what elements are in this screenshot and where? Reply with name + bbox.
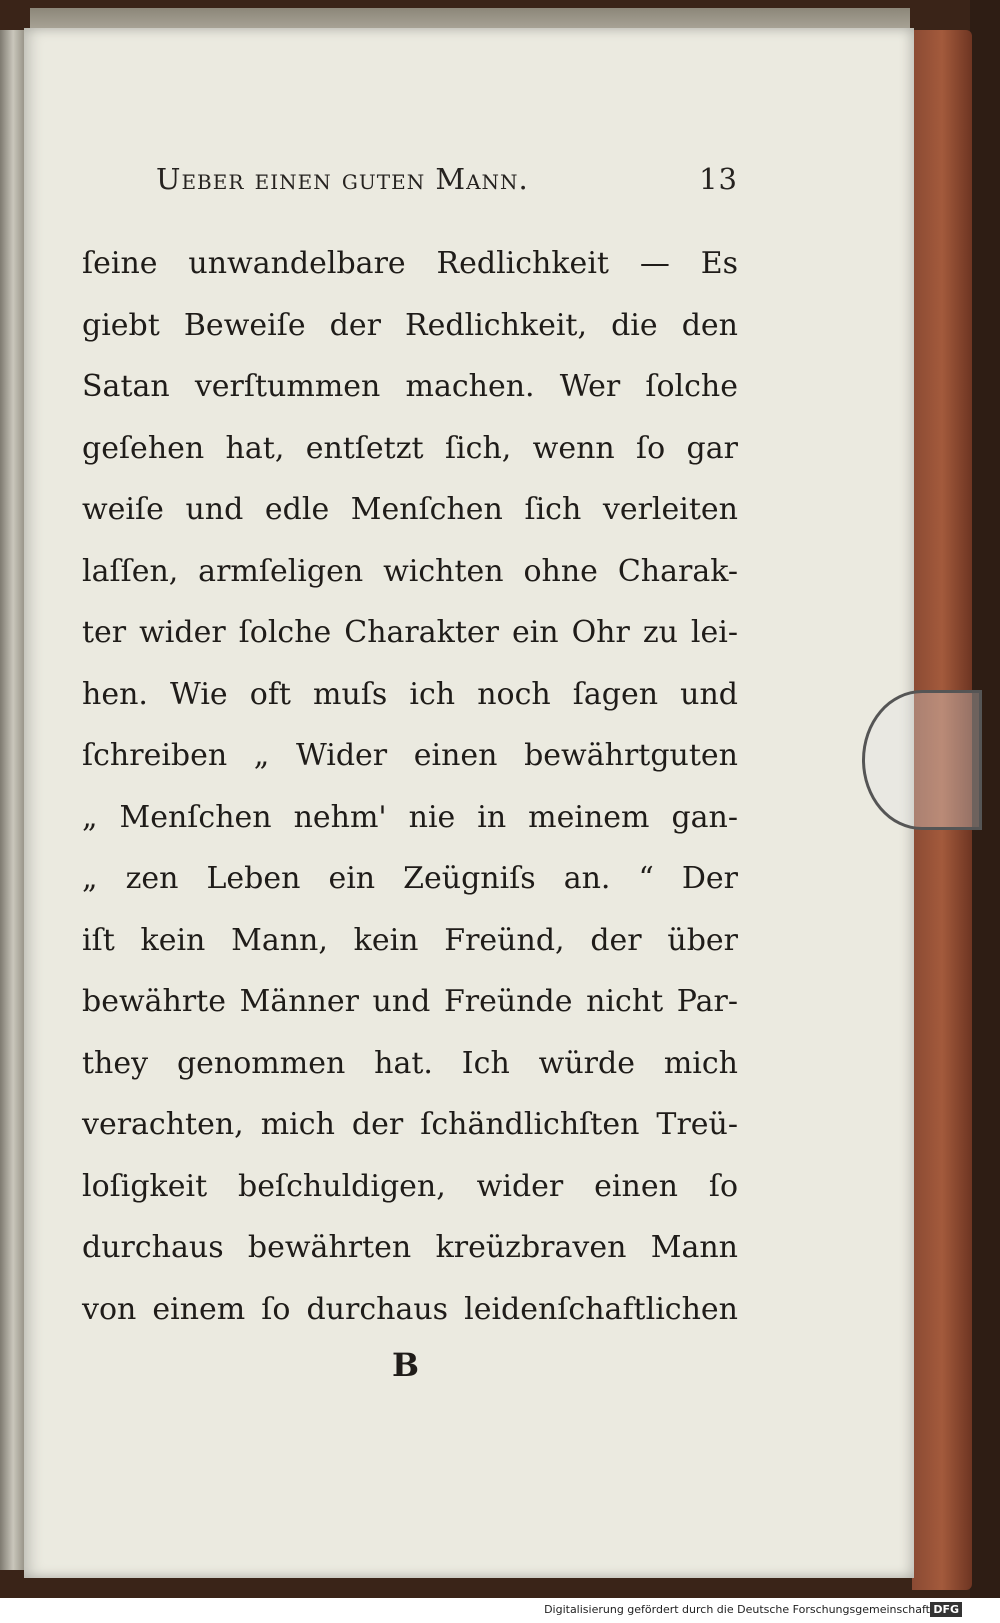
- text-line: ter wider ſolche Charakter ein Ohr zu lei-: [82, 615, 738, 650]
- left-page-edge: [0, 30, 24, 1570]
- page-number: 13: [699, 162, 738, 196]
- text-line: durchaus bewährten kreüzbraven Mann: [82, 1230, 738, 1265]
- text-line: they genommen hat. Ich würde mich: [82, 1045, 738, 1081]
- body-text: [82, 242, 738, 1349]
- text-line: „ zen Leben ein Zeügniſs an. “ Der: [82, 861, 738, 896]
- running-header-title: Ueber einen guten Mann.: [156, 162, 529, 196]
- text-line: laſſen, armſeligen wichten ohne Charak-: [82, 553, 738, 589]
- signature-mark: B: [392, 1346, 420, 1384]
- dfg-logo: DFG: [930, 1602, 962, 1617]
- text-line: weiſe und edle Menſchen ſich verleiten: [82, 492, 738, 527]
- text-line: loſigkeit beſchuldigen, wider einen ſo: [82, 1168, 738, 1204]
- footer-credit: Digitalisierung gefördert durch die Deutsche Forschungsgemeinschaft: [544, 1603, 930, 1616]
- text-line: geſehen hat, entſetzt ſich, wenn ſo gar: [82, 430, 738, 466]
- text-line: ſchreiben „ Wider einen bewährtguten: [82, 738, 738, 773]
- text-line: von einem ſo durchaus leidenſchaftlichen: [82, 1291, 738, 1327]
- page-clip: [862, 690, 982, 830]
- text-line: bewährte Männer und Freünde nicht Par-: [82, 984, 738, 1019]
- text-line: iſt kein Mann, kein Freünd, der über: [82, 922, 738, 958]
- text-line: giebt Beweiſe der Redlichkeit, die den: [82, 307, 738, 343]
- text-line: verachten, mich der ſchändlichſten Treü-: [82, 1107, 738, 1142]
- text-line: ſeine unwandelbare Redlichkeit — Es: [82, 246, 738, 281]
- text-line: Satan verſtummen machen. Wer ſolche: [82, 369, 738, 404]
- running-header: [156, 162, 738, 206]
- text-line: hen. Wie oft muſs ich noch ſagen und: [82, 676, 738, 712]
- text-line: „ Menſchen nehm' nie in meinem gan-: [82, 799, 738, 835]
- footer-bar: [0, 1598, 1000, 1623]
